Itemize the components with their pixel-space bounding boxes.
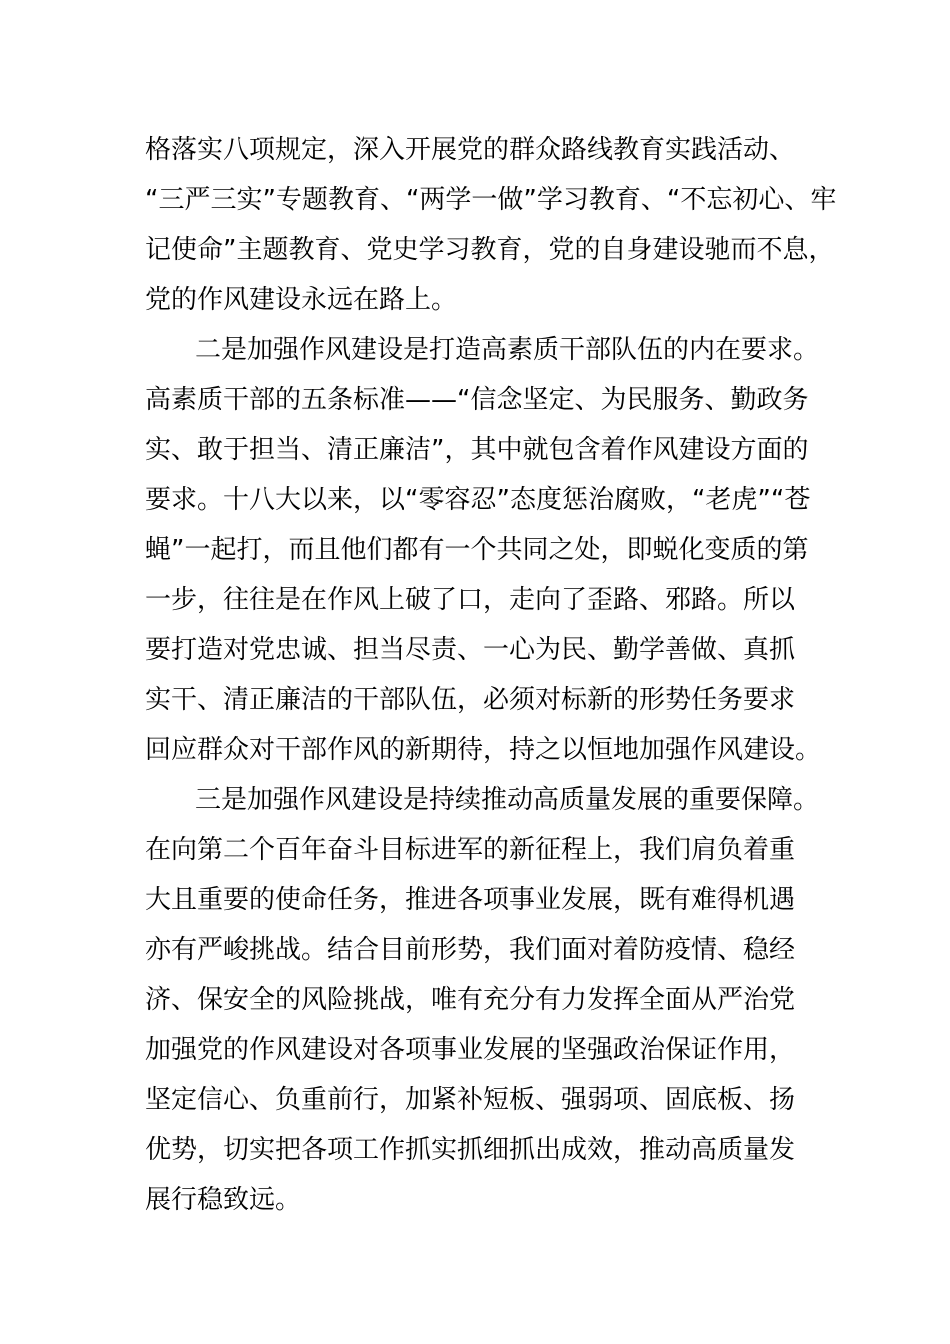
text-line: 实干、清正廉洁的干部队伍，必须对标新的形势任务要求: [145, 685, 796, 715]
text-line: 格落实八项规定，深入开展党的群众路线教育实践活动、: [145, 135, 796, 165]
text-line: 大且重要的使命任务，推进各项事业发展，既有难得机遇: [145, 885, 796, 915]
text-line: 高素质干部的五条标准——“信念坚定、为民服务、勤政务: [145, 385, 809, 415]
text-line: 要打造对党忠诚、担当尽责、一心为民、勤学善做、真抓: [145, 635, 796, 665]
text-line: 记使命”主题教育、党史学习教育，党的自身建设驰而不息，: [145, 235, 835, 265]
text-line: 蝇”一起打，而且他们都有一个共同之处，即蜕化变质的第: [145, 535, 809, 565]
text-line: 加强党的作风建设对各项事业发展的坚强政治保证作用，: [145, 1035, 796, 1065]
text-line: 实、敢于担当、清正廉洁”，其中就包含着作风建设方面的: [145, 435, 809, 465]
text-line: 一步，往往是在作风上破了口，走向了歪路、邪路。所以: [145, 585, 796, 615]
paragraph-heading: 二是加强作风建设是打造高素质干部队伍的内在要求。: [195, 335, 820, 365]
text-line: 济、保安全的风险挑战，唯有充分有力发挥全面从严治党: [145, 985, 796, 1015]
text-line: 回应群众对干部作风的新期待，持之以恒地加强作风建设。: [145, 735, 822, 765]
text-line: 党的作风建设永远在路上。: [145, 285, 458, 315]
text-line: 坚定信心、负重前行，加紧补短板、强弱项、固底板、扬: [145, 1085, 796, 1115]
text-line: 要求。十八大以来，以“零容忍”态度惩治腐败，“老虎”“苍: [145, 485, 811, 515]
text-line: 亦有严峻挑战。结合目前形势，我们面对着防疫情、稳经: [145, 935, 796, 965]
text-line: 展行稳致远。: [145, 1185, 302, 1215]
text-line: “三严三实”专题教育、“两学一做”学习教育、“不忘初心、牢: [145, 185, 837, 215]
paragraph-heading: 三是加强作风建设是持续推动高质量发展的重要保障。: [195, 785, 820, 815]
text-line: 优势，切实把各项工作抓实抓细抓出成效，推动高质量发: [145, 1135, 796, 1165]
text-line: 在向第二个百年奋斗目标进军的新征程上，我们肩负着重: [145, 835, 796, 865]
